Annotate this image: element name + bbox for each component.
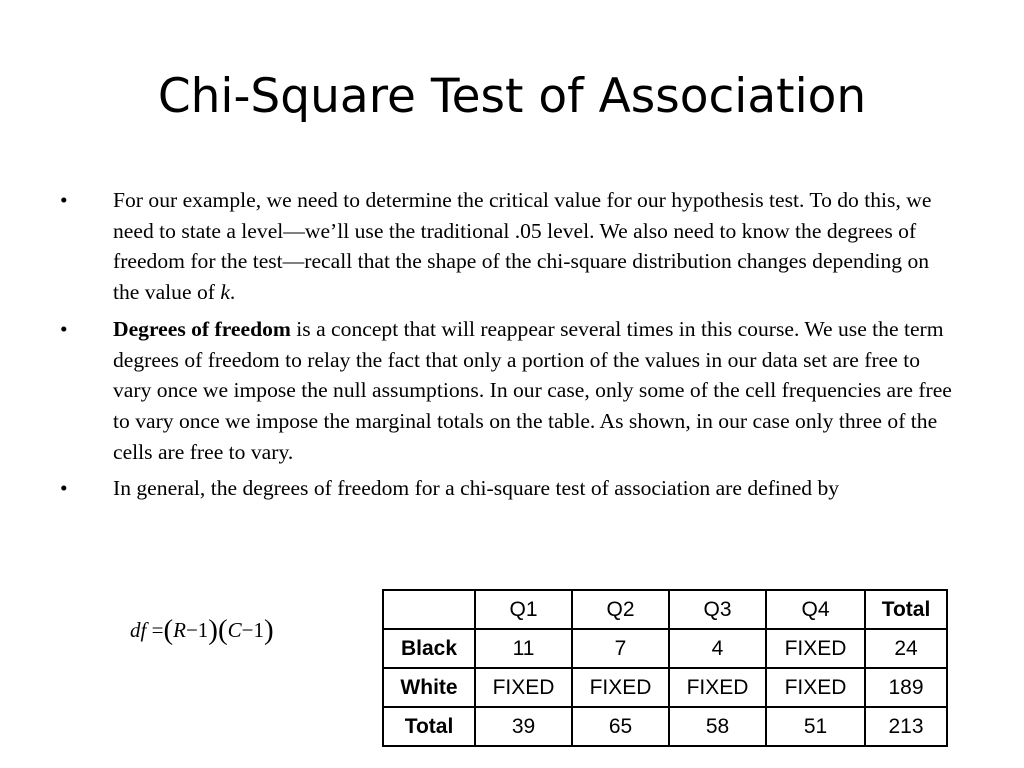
formula-minus: −1 bbox=[241, 618, 264, 642]
formula-minus: −1 bbox=[185, 618, 209, 642]
bullet-marker: • bbox=[60, 316, 68, 341]
table-row bbox=[383, 629, 947, 668]
table-cell-total: 213 bbox=[865, 707, 947, 746]
bullet-italic-k: k bbox=[220, 280, 230, 305]
frequency-table bbox=[382, 589, 948, 747]
table-cell: 51 bbox=[766, 707, 865, 746]
table-cell: FIXED bbox=[766, 629, 865, 668]
table-cell: 65 bbox=[572, 707, 669, 746]
bullet-critical-value bbox=[58, 185, 958, 308]
df-formula bbox=[130, 612, 274, 648]
bullet-bold-term: Degrees of freedom bbox=[113, 316, 291, 341]
table-corner-cell bbox=[383, 590, 475, 629]
row-label-black: Black bbox=[383, 629, 475, 668]
table-cell-total: 24 bbox=[865, 629, 947, 668]
table-cell: FIXED bbox=[572, 668, 669, 707]
row-label-white: White bbox=[383, 668, 475, 707]
formula-r: R bbox=[173, 618, 186, 642]
header-q3: Q3 bbox=[669, 590, 766, 629]
table-cell: FIXED bbox=[766, 668, 865, 707]
bullet-marker: • bbox=[60, 476, 68, 501]
formula-open-paren: ( bbox=[217, 614, 228, 646]
formula-close-paren: ) bbox=[263, 614, 274, 646]
table-row bbox=[383, 707, 947, 746]
bullet-list bbox=[58, 185, 958, 510]
table-cell: 11 bbox=[475, 629, 572, 668]
bullet-text: For our example, we need to determine the critical value for our hypothesis test. To do this, we need to state a level—we’ll use the traditional .05 level. We also need to know the degrees of freedom for the test—recall that the shape of the chi-square distribution changes depending on the value of bbox=[113, 188, 932, 305]
slide-title: Chi-Square Test of Association bbox=[157, 69, 867, 124]
bullet-marker: • bbox=[60, 188, 68, 212]
bullet-text: is a concept that will reappear several times in this course. We use the term degrees of freedom to relay the fact that only a portion of the values in our data set are free to vary once we impose the null assumptions. In our case, only some of the cell frequencies are free to vary once we impose the marginal totals on the table. As shown, in our case only three of the cells are free to vary. bbox=[113, 316, 952, 464]
header-q1: Q1 bbox=[475, 590, 572, 629]
table-cell-total: 189 bbox=[865, 668, 947, 707]
bullet-general-df bbox=[58, 473, 958, 504]
header-total: Total bbox=[865, 590, 947, 629]
table-cell: 58 bbox=[669, 707, 766, 746]
table-cell: 7 bbox=[572, 629, 669, 668]
header-q2: Q2 bbox=[572, 590, 669, 629]
formula-open-paren: ( bbox=[163, 614, 174, 646]
bullet-text-end: . bbox=[229, 280, 236, 305]
header-q4: Q4 bbox=[766, 590, 865, 629]
table-cell: 4 bbox=[669, 629, 766, 668]
table-cell: 39 bbox=[475, 707, 572, 746]
table-row bbox=[383, 668, 947, 707]
bullet-text: In general, the degrees of freedom for a chi-square test of association are defined by bbox=[113, 476, 840, 501]
row-label-total: Total bbox=[383, 707, 475, 746]
formula-c: C bbox=[227, 618, 242, 642]
formula-df: df bbox=[130, 618, 147, 642]
table-cell: FIXED bbox=[475, 668, 572, 707]
bullet-degrees-of-freedom bbox=[58, 314, 958, 468]
formula-close-paren: ) bbox=[208, 614, 218, 646]
table-cell: FIXED bbox=[669, 668, 766, 707]
table-header-row bbox=[383, 590, 947, 629]
formula-equals: = bbox=[151, 618, 164, 642]
